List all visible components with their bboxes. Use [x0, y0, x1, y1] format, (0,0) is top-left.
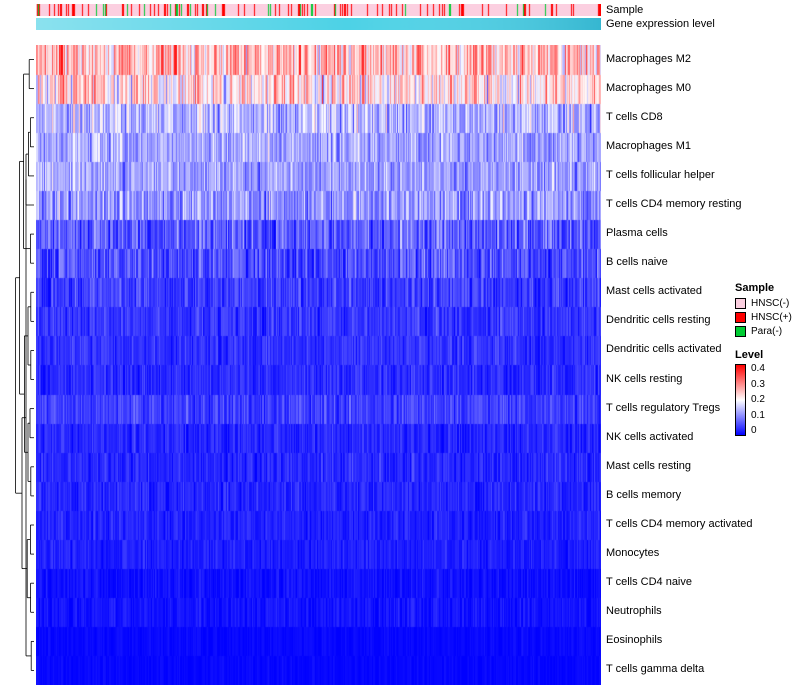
row-label: T cells CD8	[606, 110, 663, 123]
color-bar-tick-label: 0.4	[751, 363, 765, 374]
legend-panel	[735, 282, 797, 436]
row-dendrogram	[14, 45, 34, 685]
color-bar-ticks	[751, 364, 781, 436]
row-label: Macrophages M0	[606, 81, 691, 94]
legend-item	[735, 325, 797, 338]
row-label: Mast cells activated	[606, 285, 702, 298]
row-label: Eosinophils	[606, 634, 663, 647]
legend-item-label: HNSC(-)	[751, 298, 790, 309]
row-label: Macrophages M1	[606, 139, 691, 152]
row-label: Neutrophils	[606, 605, 662, 618]
heatmap-body	[36, 45, 601, 685]
row-label: B cells memory	[606, 488, 682, 501]
color-bar	[735, 364, 746, 436]
legend-item-label: Para(-)	[751, 326, 783, 337]
row-label: T cells regulatory Tregs	[606, 401, 721, 414]
color-bar-tick-label: 0.2	[751, 394, 765, 405]
sample-annotation-label: Sample	[606, 4, 644, 16]
gene-expression-annotation-label: Gene expression level	[606, 18, 715, 30]
legend-swatch-icon	[735, 312, 746, 323]
dendrogram-svg	[14, 45, 34, 685]
legend-item-label: HNSC(+)	[751, 312, 792, 323]
legend-swatch-icon	[735, 326, 746, 337]
sample-legend	[735, 282, 797, 338]
row-label: Macrophages M2	[606, 52, 691, 65]
legend-item	[735, 311, 797, 324]
row-label: Dendritic cells activated	[606, 343, 722, 356]
row-label: T cells gamma delta	[606, 663, 705, 676]
color-bar-tick-label: 0.1	[751, 409, 765, 421]
row-label: NK cells activated	[606, 430, 694, 443]
row-label: NK cells resting	[606, 372, 683, 385]
row-label: Monocytes	[606, 547, 660, 560]
sample-legend-title: Sample	[735, 282, 775, 294]
color-bar-tick-label: 0.3	[751, 378, 765, 390]
row-label: Plasma cells	[606, 227, 668, 240]
level-legend-title: Level	[735, 349, 764, 361]
legend-item	[735, 297, 797, 310]
level-legend	[735, 349, 797, 436]
row-label: Dendritic cells resting	[606, 314, 711, 327]
row-label: B cells naive	[606, 256, 668, 269]
row-label: T cells CD4 naive	[606, 576, 692, 589]
row-label: T cells follicular helper	[606, 168, 715, 181]
sample-annotation-bar	[36, 4, 601, 16]
row-label: T cells CD4 memory resting	[606, 198, 742, 210]
row-label: T cells CD4 memory activated	[606, 518, 753, 530]
legend-swatch-icon	[735, 298, 746, 309]
color-bar-tick-label: 0	[751, 425, 757, 436]
row-label: Mast cells resting	[606, 459, 691, 472]
gene-expression-annotation-bar	[36, 18, 601, 30]
